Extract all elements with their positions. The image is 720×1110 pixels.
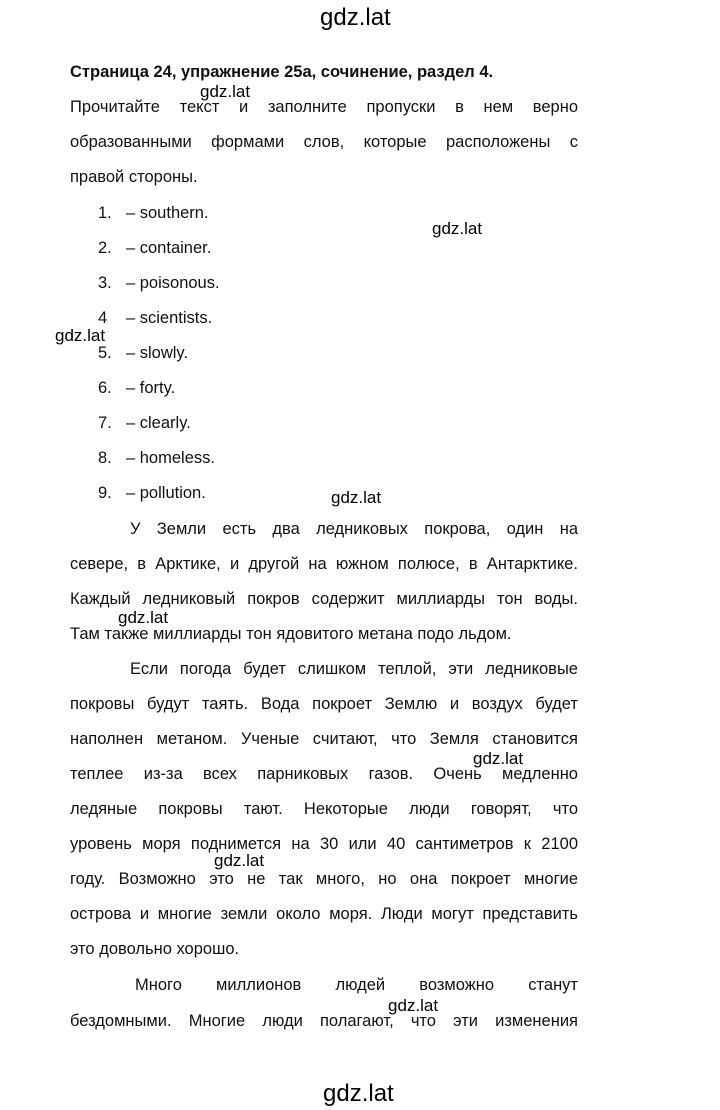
paragraph-line: теплее из-за всех парниковых газов. Очень медленно bbox=[70, 765, 578, 783]
answer-number: 1. bbox=[98, 204, 112, 222]
paragraph-line: Много миллионов людей возможно станут bbox=[135, 976, 578, 994]
intro-line: Прочитайте текст и заполните пропуски в нем верно bbox=[70, 98, 578, 116]
watermark: gdz.lat bbox=[473, 749, 524, 768]
answer-item bbox=[98, 343, 188, 363]
paragraph-line: острова и многие земли около моря. Люди могут представить bbox=[70, 905, 578, 923]
answer-text: – clearly. bbox=[126, 414, 191, 432]
answer-number: 7. bbox=[98, 414, 112, 432]
answer-item bbox=[98, 448, 215, 468]
paragraph-line: бездомными. Многие люди полагают, что эти изменения bbox=[70, 1012, 578, 1030]
paragraph-line: покровы будут таять. Вода покроет Землю и воздух будет bbox=[70, 695, 578, 713]
answer-text: – scientists. bbox=[126, 309, 213, 327]
paragraph-line: ледяные покровы тают. Некоторые люди говорят, что bbox=[70, 800, 578, 818]
watermark: gdz.lat bbox=[388, 996, 439, 1015]
watermark: gdz.lat bbox=[118, 608, 169, 627]
answer-text: – pollution. bbox=[126, 484, 206, 502]
watermark-bottom: gdz.lat bbox=[323, 1080, 394, 1107]
intro-line: образованными формами слов, которые расположены с bbox=[70, 133, 578, 151]
page-heading: Страница 24, упражнение 25a, сочинение, раздел 4. bbox=[70, 63, 494, 81]
watermark: gdz.lat bbox=[214, 851, 265, 870]
paragraph-line: уровень моря поднимется на 30 или 40 сантиметров к 2100 bbox=[70, 835, 578, 853]
answer-number: 6. bbox=[98, 379, 112, 397]
answer-item bbox=[98, 308, 212, 328]
watermark: gdz.lat bbox=[55, 326, 106, 345]
answer-number: 5. bbox=[98, 344, 112, 362]
answer-number: 9. bbox=[98, 484, 112, 502]
paragraph-line: Если погода будет слишком теплой, эти ледниковые bbox=[130, 660, 578, 678]
paragraph-line: году. Возможно это не так много, но она покроет многие bbox=[70, 870, 578, 888]
answer-number: 2. bbox=[98, 239, 112, 257]
paragraph-line: наполнен метаном. Ученые считают, что Земля становится bbox=[70, 730, 578, 748]
paragraph-line: севере, в Арктике, и другой на южном полюсе, в Антарктике. bbox=[70, 555, 578, 573]
answer-text: – homeless. bbox=[126, 449, 215, 467]
answer-item bbox=[98, 483, 206, 503]
answer-text: – slowly. bbox=[126, 344, 189, 362]
paragraph-line: Каждый ледниковый покров содержит миллиарды тон воды. bbox=[70, 590, 578, 608]
answer-item bbox=[98, 203, 209, 223]
answer-text: – poisonous. bbox=[126, 274, 220, 292]
watermark-top: gdz.lat bbox=[320, 4, 391, 31]
answer-text: – forty. bbox=[126, 379, 176, 397]
answer-number: 4 bbox=[98, 309, 108, 327]
watermark: gdz.lat bbox=[432, 219, 483, 238]
answer-number: 3. bbox=[98, 274, 112, 292]
answer-number: 8. bbox=[98, 449, 112, 467]
paragraph-line: это довольно хорошо. bbox=[70, 940, 240, 958]
watermark: gdz.lat bbox=[331, 488, 382, 507]
watermark: gdz.lat bbox=[200, 82, 251, 101]
paragraph-line: У Земли есть два ледниковых покрова, один на bbox=[130, 520, 578, 538]
paragraph-line: Там также миллиарды тон ядовитого метана подо льдом. bbox=[70, 625, 512, 643]
answer-item bbox=[98, 273, 220, 293]
answer-item bbox=[98, 238, 211, 258]
answer-text: – southern. bbox=[126, 204, 209, 222]
answer-text: – container. bbox=[126, 239, 212, 257]
answer-item bbox=[98, 378, 175, 398]
answer-item bbox=[98, 413, 191, 433]
intro-line: правой стороны. bbox=[70, 168, 198, 186]
